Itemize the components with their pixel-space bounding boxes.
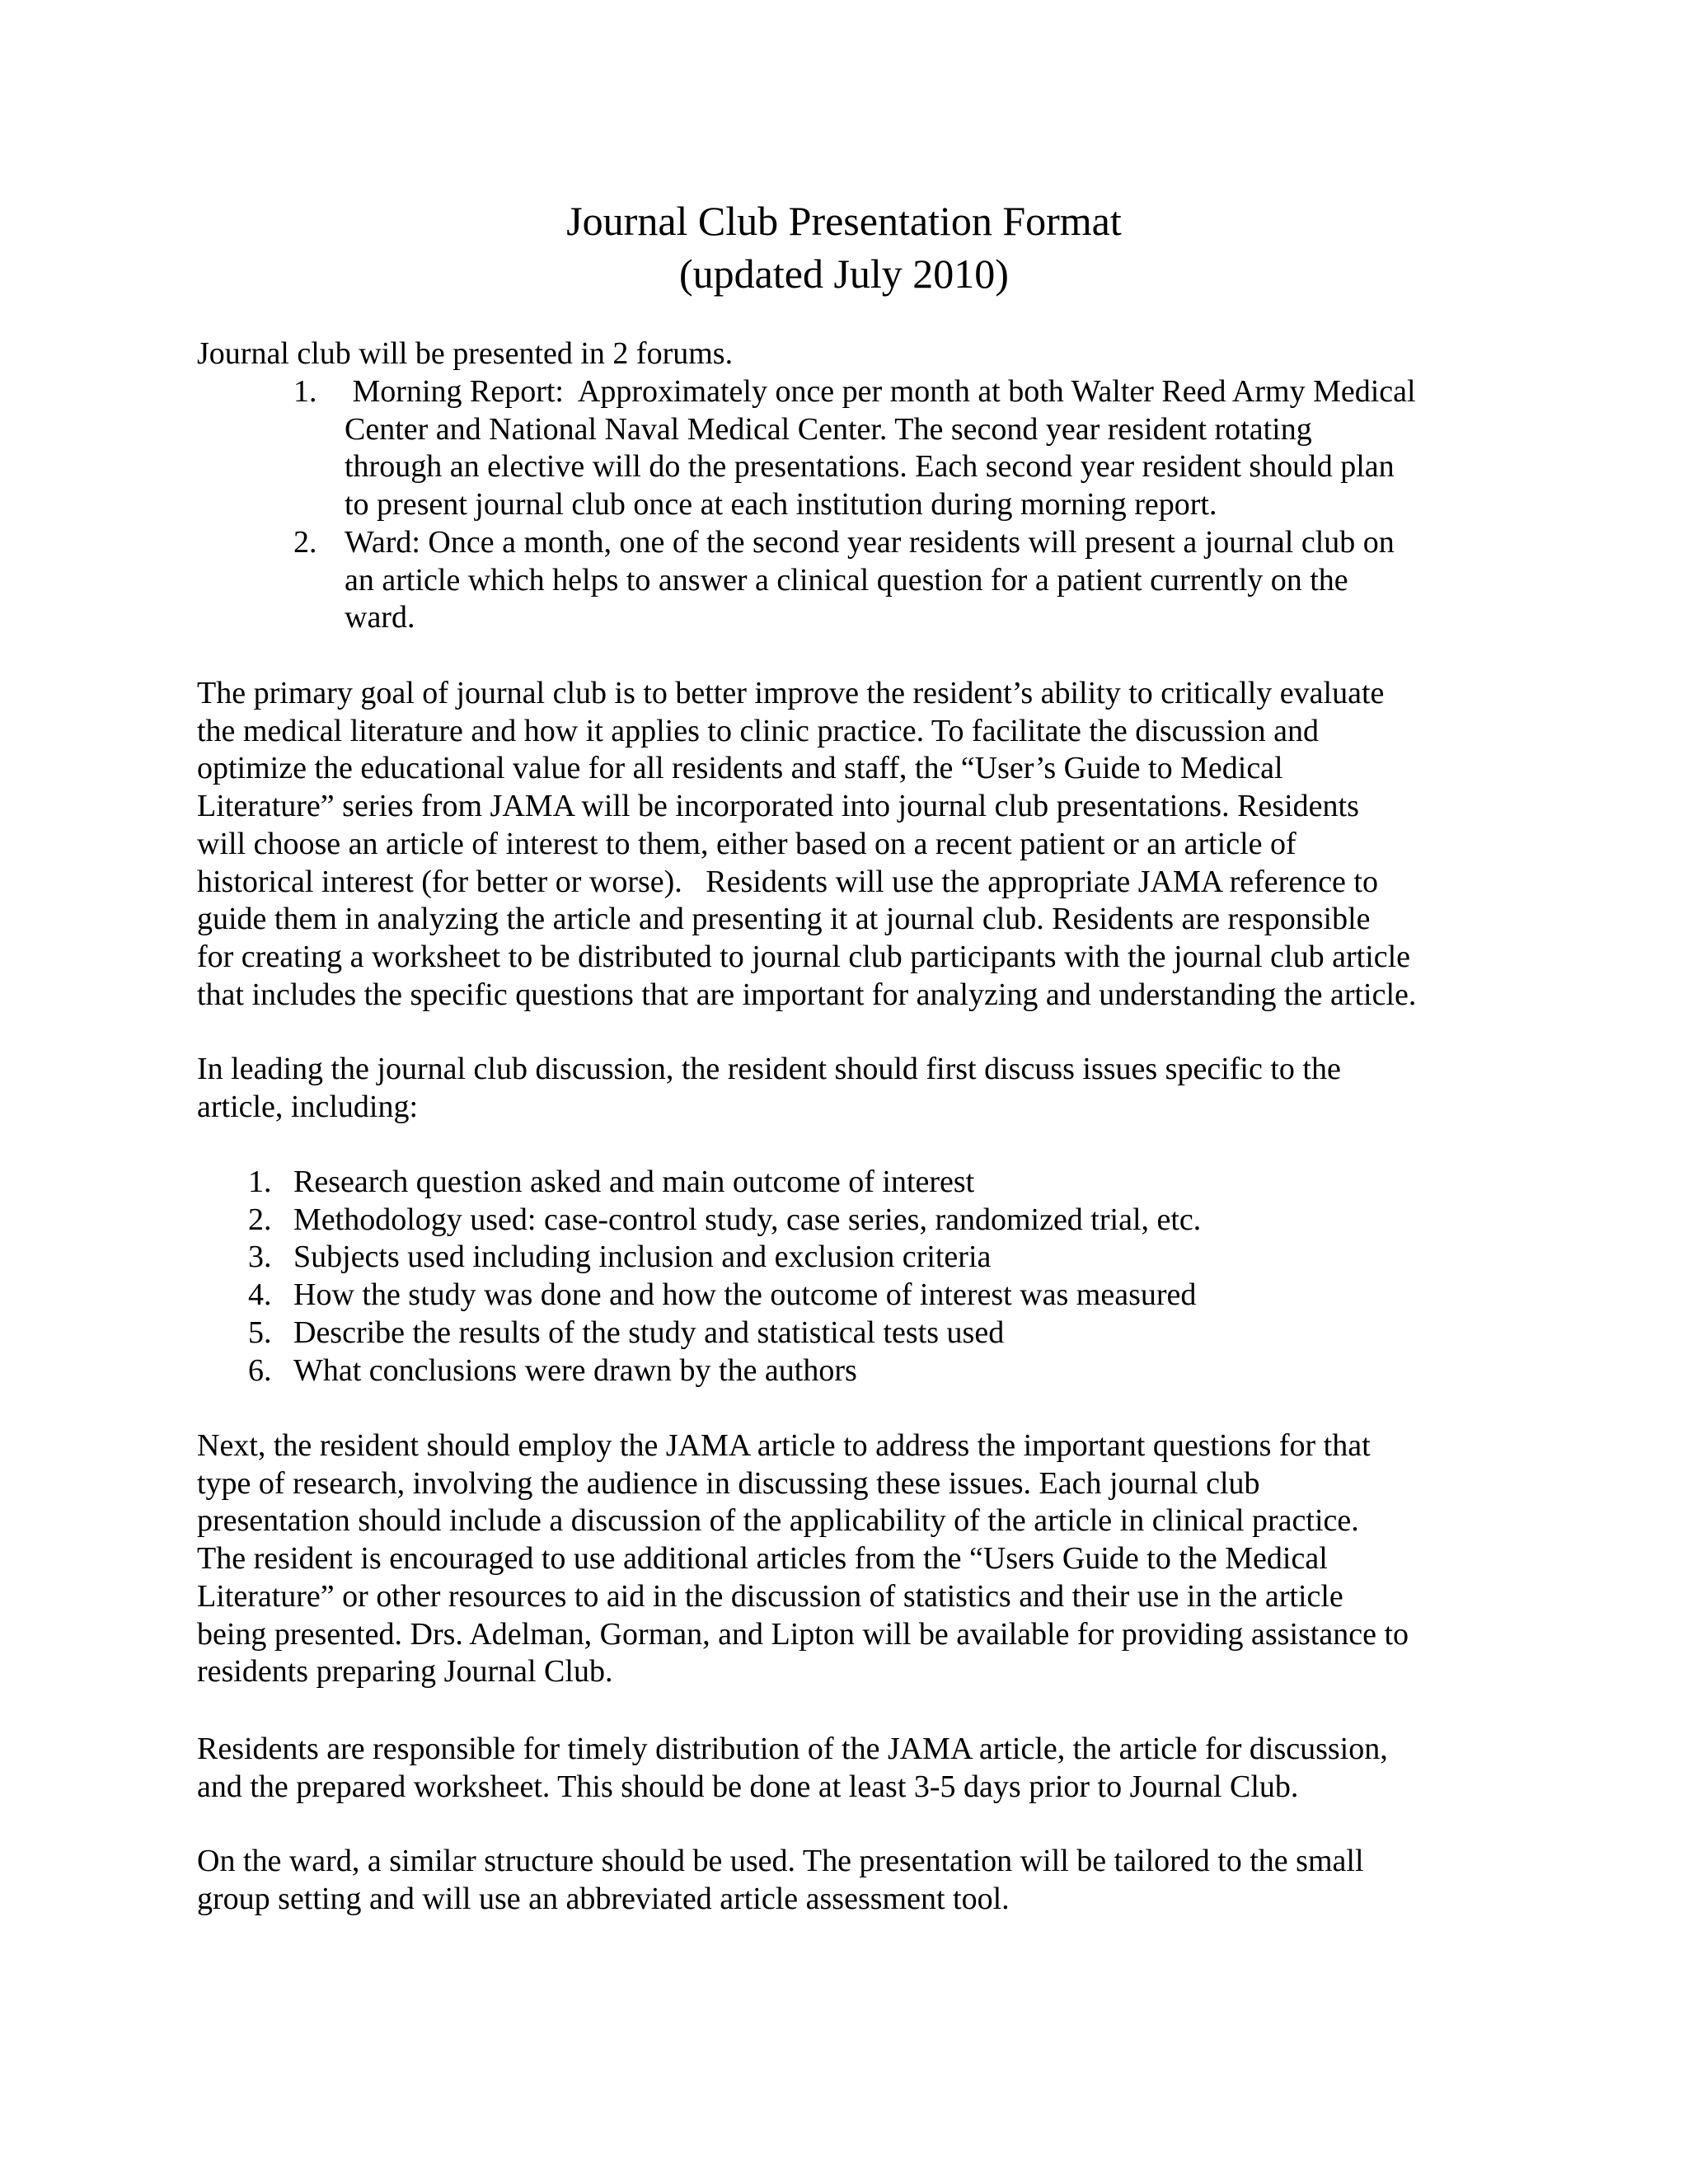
- paragraph-leading: [197, 1051, 1341, 1126]
- text-line: article, including:: [197, 1089, 419, 1124]
- text-line: The resident is encouraged to use additional articles from the “Users Guide to the Medical: [197, 1541, 1328, 1577]
- text-line: for creating a worksheet to be distributed to journal club participants with the journal club article: [197, 939, 1411, 974]
- list-item: [248, 1239, 1201, 1277]
- list-text: Methodology used: case-control study, case series, randomized trial, etc.: [293, 1202, 1202, 1237]
- list-number: 2.: [248, 1202, 272, 1237]
- paragraph-distribution: [197, 1731, 1388, 1806]
- text-line: presentation should include a discussion of the applicability of the article in clinical practice.: [197, 1503, 1359, 1539]
- text-line: Literature” series from JAMA will be incorporated into journal club presentations. Residents: [197, 789, 1359, 824]
- text-line: Residents are responsible for timely distribution of the JAMA article, the article for discussion,: [197, 1732, 1388, 1766]
- text-line: will choose an article of interest to them, either based on a recent patient or an article of: [197, 826, 1296, 861]
- list-text: What conclusions were drawn by the authors: [293, 1352, 857, 1388]
- list-text: Subjects used including inclusion and exclusion criteria: [293, 1240, 992, 1275]
- text-line: On the ward, a similar structure should be used. The presentation will be tailored to the small: [197, 1844, 1364, 1878]
- list-text: Describe the results of the study and statistical tests used: [293, 1315, 1005, 1350]
- forum-item-1: [293, 373, 1416, 524]
- text-line: and the prepared worksheet. This should be done at least 3-5 days prior to Journal Club.: [197, 1769, 1299, 1804]
- text-line: Next, the resident should employ the JAMA article to address the important questions for that: [197, 1428, 1371, 1463]
- text-line: the medical literature and how it applies to clinic practice. To facilitate the discussion and: [197, 713, 1320, 748]
- list-item: [248, 1202, 1202, 1240]
- text-line: guide them in analyzing the article and presenting it at journal club. Residents are responsible: [197, 902, 1371, 937]
- text-line: an article which helps to answer a clinical question for a patient currently on the: [345, 562, 1348, 598]
- list-number: 1.: [293, 374, 317, 409]
- list-text: Research question asked and main outcome of interest: [293, 1165, 975, 1199]
- text-line: In leading the journal club discussion, the resident should first discuss issues specific to the: [197, 1052, 1341, 1086]
- text-line: type of research, involving the audience in discussing these issues. Each journal club: [197, 1465, 1260, 1501]
- text-line: ward.: [345, 600, 415, 635]
- text-line: Ward: Once a month, one of the second year residents will present a journal club on: [345, 525, 1395, 560]
- text-line: historical interest (for better or worse). Residents will use the appropriate JAMA reference to: [197, 864, 1378, 899]
- text-line: Literature” or other resources to aid in the discussion of statistics and their use in the article: [197, 1578, 1343, 1614]
- paragraph-goal: [197, 675, 1416, 1014]
- text-line: group setting and will use an abbreviated article assessment tool.: [197, 1881, 1010, 1916]
- intro-text: Journal club will be presented in 2 forums.: [197, 336, 734, 371]
- title-line: Journal Club Presentation Format: [566, 198, 1122, 244]
- issues-list: [248, 1164, 1202, 1390]
- list-number: 5.: [248, 1315, 272, 1350]
- text-line: residents preparing Journal Club.: [197, 1654, 613, 1690]
- subtitle-line: (updated July 2010): [679, 251, 1009, 297]
- paragraph-ward: [197, 1843, 1364, 1918]
- list-item: [248, 1277, 1201, 1315]
- list-text: How the study was done and how the outcome of interest was measured: [293, 1277, 1197, 1313]
- text-line: through an elective will do the presentations. Each second year resident should plan: [345, 449, 1395, 485]
- list-item: [248, 1315, 1201, 1352]
- text-line: The primary goal of journal club is to better improve the resident’s ability to critically evaluate: [197, 676, 1385, 710]
- list-number: 4.: [248, 1277, 272, 1313]
- text-line: optimize the educational value for all residents and staff, the “User’s Guide to Medical: [197, 751, 1283, 786]
- document-title: [0, 194, 1688, 300]
- text-line: Morning Report: Approximately once per month at both Walter Reed Army Medical: [345, 374, 1416, 409]
- forum-item-2: [293, 524, 1395, 637]
- paragraph-next: [197, 1427, 1409, 1691]
- list-number: 1.: [248, 1165, 272, 1199]
- list-item: [248, 1164, 1201, 1202]
- list-number: 2.: [293, 525, 317, 560]
- text-line: Center and National Naval Medical Center. The second year resident rotating: [345, 411, 1312, 447]
- text-line: that includes the specific questions that are important for analyzing and understanding the article.: [197, 977, 1417, 1012]
- text-line: being presented. Drs. Adelman, Gorman, and Lipton will be available for providing assistance to: [197, 1616, 1409, 1652]
- list-number: 6.: [248, 1352, 272, 1388]
- list-number: 3.: [248, 1240, 272, 1275]
- list-item: [248, 1352, 1201, 1390]
- text-line: to present journal club once at each institution during morning report.: [345, 487, 1217, 523]
